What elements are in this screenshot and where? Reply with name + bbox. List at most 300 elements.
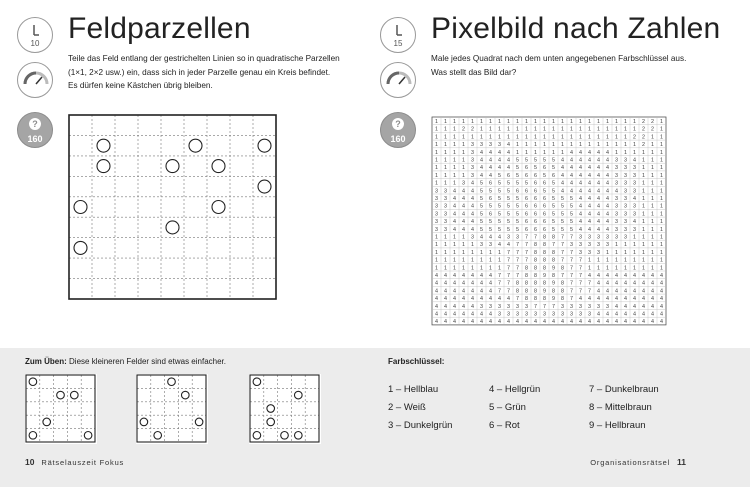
pixel-number: 1 <box>498 257 501 264</box>
pixel-number: 4 <box>597 203 600 210</box>
key-item: 4 – Hellgrün <box>489 384 541 395</box>
pixel-number: 3 <box>444 203 447 210</box>
pixel-number: 1 <box>660 226 663 233</box>
pixel-number: 1 <box>642 242 645 249</box>
pixel-number: 8 <box>561 288 564 295</box>
pixel-number: 4 <box>633 311 636 318</box>
pixel-number: 3 <box>435 188 438 195</box>
pixel-number: 1 <box>498 265 501 272</box>
pixel-number: 1 <box>633 249 636 256</box>
pixel-number: 1 <box>534 142 537 149</box>
pixel-number: 5 <box>570 211 573 218</box>
pixel-number: 4 <box>606 188 609 195</box>
pixel-number: 8 <box>516 288 519 295</box>
pixel-number: 6 <box>534 211 537 218</box>
pixel-number: 3 <box>615 180 618 187</box>
pixel-number: 6 <box>534 203 537 210</box>
pixel-number: 4 <box>462 188 465 195</box>
pixel-number: 1 <box>606 142 609 149</box>
pixel-number: 3 <box>624 234 627 241</box>
pixel-number: 1 <box>660 149 663 156</box>
pixel-number: 1 <box>489 265 492 272</box>
pixel-number: 3 <box>471 165 474 172</box>
pixel-number: 4 <box>597 219 600 226</box>
pixel-number: 3 <box>471 234 474 241</box>
pixel-number: 4 <box>453 280 456 287</box>
pixel-number: 1 <box>498 249 501 256</box>
pixel-number: 3 <box>570 242 573 249</box>
pixel-number: 5 <box>534 157 537 164</box>
pixel-number: 3 <box>588 242 591 249</box>
pixel-number: 6 <box>543 203 546 210</box>
pixel-number: 9 <box>552 296 555 303</box>
pixel-number: 8 <box>525 280 528 287</box>
pixel-number: 1 <box>471 249 474 256</box>
pixel-number: 1 <box>651 157 654 164</box>
pixel-number: 6 <box>525 172 528 179</box>
pixel-number: 4 <box>561 319 564 326</box>
pixel-number: 1 <box>480 118 483 125</box>
pixel-number: 3 <box>435 203 438 210</box>
pixel-number: 5 <box>552 219 555 226</box>
points-value: 160 <box>27 134 43 144</box>
key-item: 2 – Weiß <box>388 402 426 413</box>
pixel-number: 1 <box>651 211 654 218</box>
pixel-number: 1 <box>543 118 546 125</box>
pixel-number: 1 <box>462 242 465 249</box>
pixel-number: 4 <box>498 242 501 249</box>
pixel-number: 1 <box>435 180 438 187</box>
pixel-number: 4 <box>651 319 654 326</box>
pixel-number: 4 <box>588 272 591 279</box>
pixel-number: 1 <box>642 249 645 256</box>
pixel-number: 3 <box>624 157 627 164</box>
pixel-number: 4 <box>471 226 474 233</box>
points-value-right: 160 <box>390 134 406 144</box>
pixel-number: 3 <box>615 157 618 164</box>
pixel-number: 3 <box>579 242 582 249</box>
pixel-number: 4 <box>606 157 609 164</box>
pixel-number: 3 <box>507 311 510 318</box>
pixel-number: 1 <box>453 249 456 256</box>
pixel-number: 2 <box>642 134 645 141</box>
pixel-number: 4 <box>642 319 645 326</box>
pixel-number: 1 <box>453 165 456 172</box>
pixel-number: 3 <box>435 226 438 233</box>
pixel-number: 4 <box>588 226 591 233</box>
pixel-number: 5 <box>552 165 555 172</box>
pixel-number: 1 <box>435 134 438 141</box>
pixel-number: 3 <box>624 211 627 218</box>
pixel-number: 3 <box>597 303 600 310</box>
key-item: 9 – Hellbraun <box>589 420 646 431</box>
puzzle-circle <box>57 391 65 399</box>
pixel-number: 5 <box>570 219 573 226</box>
pixel-number: 1 <box>516 126 519 133</box>
pixel-number: 3 <box>633 165 636 172</box>
pixel-number: 4 <box>579 319 582 326</box>
pixel-number: 4 <box>615 188 618 195</box>
points-badge <box>17 112 53 148</box>
pixel-number: 1 <box>651 180 654 187</box>
pixel-number: 7 <box>570 234 573 241</box>
pixel-number: 4 <box>642 303 645 310</box>
pixel-number: 4 <box>615 272 618 279</box>
pixel-number: 8 <box>543 234 546 241</box>
pixel-number: 4 <box>597 288 600 295</box>
pixel-number: 7 <box>579 257 582 264</box>
pixel-number: 1 <box>660 134 663 141</box>
pixel-number: 7 <box>588 288 591 295</box>
time-minutes: 10 <box>30 39 40 48</box>
pixel-number: 6 <box>543 165 546 172</box>
pixel-number: 4 <box>570 149 573 156</box>
pixel-number: 1 <box>660 188 663 195</box>
pixel-number: 5 <box>552 195 555 202</box>
pixel-number: 4 <box>507 296 510 303</box>
pixel-number: 4 <box>453 272 456 279</box>
chapter-title: Organisationsrätsel <box>590 458 671 467</box>
pixel-number: 5 <box>516 195 519 202</box>
pixel-number: 4 <box>471 180 474 187</box>
pixel-number: 7 <box>525 257 528 264</box>
pixel-number: 1 <box>435 149 438 156</box>
pixel-number: 3 <box>606 234 609 241</box>
pixel-number: 1 <box>615 242 618 249</box>
pixel-number: 4 <box>462 211 465 218</box>
pixel-number: 4 <box>597 319 600 326</box>
pixel-number: 1 <box>552 118 555 125</box>
puzzle-circle <box>71 391 79 399</box>
pixel-number: 4 <box>444 280 447 287</box>
pixel-number: 1 <box>579 142 582 149</box>
pixel-number: 4 <box>588 195 591 202</box>
pixel-number: 5 <box>507 195 510 202</box>
pixel-number: 3 <box>633 226 636 233</box>
time-minutes-right: 15 <box>393 39 403 48</box>
pixel-number: 2 <box>642 126 645 133</box>
pixel-number: 5 <box>507 226 510 233</box>
pixel-number: 6 <box>525 203 528 210</box>
pixel-number: 6 <box>543 195 546 202</box>
pixel-number: 4 <box>597 311 600 318</box>
puzzle-circle <box>74 201 87 214</box>
pixel-number: 4 <box>480 234 483 241</box>
pixel-number: 1 <box>453 172 456 179</box>
pixel-number: 3 <box>489 303 492 310</box>
pixel-number: 1 <box>507 118 510 125</box>
pixel-number: 1 <box>462 249 465 256</box>
pixel-number: 1 <box>480 265 483 272</box>
pixel-number: 3 <box>579 311 582 318</box>
pixel-number: 1 <box>633 265 636 272</box>
pixel-number: 4 <box>642 296 645 303</box>
pixel-number: 4 <box>489 272 492 279</box>
pixel-number: 3 <box>624 226 627 233</box>
pixel-number: 1 <box>444 118 447 125</box>
pixel-number: 4 <box>642 288 645 295</box>
pixel-number: 4 <box>435 303 438 310</box>
pixel-number: 3 <box>480 242 483 249</box>
pixel-number: 5 <box>516 226 519 233</box>
pixel-number: 4 <box>462 203 465 210</box>
pixel-number: 1 <box>435 265 438 272</box>
pixel-number: 4 <box>615 296 618 303</box>
pixel-number: 1 <box>462 118 465 125</box>
pixel-number: 4 <box>597 149 600 156</box>
pixel-number: 1 <box>660 118 663 125</box>
pixel-number: 1 <box>543 134 546 141</box>
pixel-number: 4 <box>462 288 465 295</box>
pixel-number: 4 <box>516 319 519 326</box>
pixel-number: 3 <box>624 219 627 226</box>
pixel-number: 3 <box>480 303 483 310</box>
pixel-number: 7 <box>543 303 546 310</box>
pixel-number: 4 <box>624 272 627 279</box>
puzzle-circle <box>97 160 110 173</box>
pixel-number: 5 <box>480 195 483 202</box>
pixel-number: 2 <box>642 118 645 125</box>
page-title-right: Pixelbild nach Zahlen <box>431 12 721 45</box>
pixel-number: 4 <box>588 203 591 210</box>
pixel-number: 7 <box>516 257 519 264</box>
pixel-number: 4 <box>651 280 654 287</box>
pixel-number: 1 <box>615 257 618 264</box>
pixel-number: 6 <box>534 172 537 179</box>
pixel-number: 4 <box>615 319 618 326</box>
pixel-number: 1 <box>642 149 645 156</box>
pixel-number: 4 <box>606 319 609 326</box>
pixel-number: 8 <box>552 272 555 279</box>
pixel-number: 4 <box>606 180 609 187</box>
pixel-number: 1 <box>588 265 591 272</box>
pixel-number: 1 <box>579 118 582 125</box>
pixel-number: 1 <box>453 180 456 187</box>
pixel-number: 1 <box>660 211 663 218</box>
pixel-number: 7 <box>498 288 501 295</box>
pixel-number: 4 <box>606 219 609 226</box>
pixel-number: 8 <box>534 257 537 264</box>
pixel-number: 1 <box>561 134 564 141</box>
pixel-number: 3 <box>516 234 519 241</box>
pixel-number: 2 <box>462 126 465 133</box>
pixel-number: 1 <box>660 203 663 210</box>
pixel-number: 4 <box>480 172 483 179</box>
pixel-number: 6 <box>489 211 492 218</box>
pixel-number: 3 <box>561 311 564 318</box>
pixel-number: 1 <box>471 265 474 272</box>
pixel-number: 4 <box>642 311 645 318</box>
puzzle-circle <box>212 201 225 214</box>
pixel-number: 1 <box>444 142 447 149</box>
pixel-number: 4 <box>471 311 474 318</box>
pixel-number: 9 <box>552 265 555 272</box>
pixel-number: 4 <box>633 195 636 202</box>
pixel-number: 4 <box>489 157 492 164</box>
pixel-number: 1 <box>435 118 438 125</box>
pixel-number: 7 <box>570 249 573 256</box>
pixel-number: 4 <box>507 242 510 249</box>
pixel-number: 1 <box>597 142 600 149</box>
pixel-number: 7 <box>525 242 528 249</box>
pixel-number: 1 <box>444 180 447 187</box>
pixel-number: 1 <box>498 126 501 133</box>
pixel-number: 5 <box>498 180 501 187</box>
pixel-number: 6 <box>534 226 537 233</box>
pixel-number: 4 <box>588 219 591 226</box>
difficulty-badge-right <box>380 62 416 98</box>
pixel-number: 4 <box>444 319 447 326</box>
pixel-number: 1 <box>570 142 573 149</box>
pixel-number: 1 <box>633 242 636 249</box>
pixel-number: 3 <box>444 188 447 195</box>
pixel-number: 5 <box>561 203 564 210</box>
pixel-number: 5 <box>480 219 483 226</box>
pixel-number: 4 <box>615 311 618 318</box>
pixel-number: 3 <box>525 311 528 318</box>
pixel-number: 7 <box>507 280 510 287</box>
pixel-number: 1 <box>651 265 654 272</box>
pixel-number: 3 <box>633 188 636 195</box>
pixel-number: 5 <box>543 172 546 179</box>
pixel-number: 5 <box>507 203 510 210</box>
pixel-number: 4 <box>615 303 618 310</box>
pixel-number: 1 <box>624 149 627 156</box>
pixel-number: 4 <box>507 319 510 326</box>
key-item: 3 – Dunkelgrün <box>388 420 453 431</box>
pixel-number: 1 <box>606 257 609 264</box>
pixel-number: 1 <box>588 257 591 264</box>
puzzle-circle <box>168 378 176 386</box>
pixel-number: 5 <box>498 188 501 195</box>
pixel-number: 1 <box>570 134 573 141</box>
pixel-number: 5 <box>516 165 519 172</box>
pixel-number: 1 <box>516 118 519 125</box>
pixel-number: 4 <box>579 149 582 156</box>
pixel-number: 6 <box>525 211 528 218</box>
pixel-number: 1 <box>642 211 645 218</box>
pixel-number: 7 <box>552 303 555 310</box>
pixel-number: 1 <box>444 157 447 164</box>
pixel-number: 4 <box>462 195 465 202</box>
pixel-number: 1 <box>543 142 546 149</box>
pixel-number: 7 <box>525 234 528 241</box>
pixel-number: 4 <box>570 165 573 172</box>
pixel-number: 6 <box>525 219 528 226</box>
pixel-number: 4 <box>489 149 492 156</box>
pixel-number: 7 <box>570 280 573 287</box>
pixel-number: 4 <box>462 296 465 303</box>
pixel-number: 1 <box>606 134 609 141</box>
pixel-number: 8 <box>561 280 564 287</box>
pixel-number: 4 <box>606 172 609 179</box>
pixel-number: 4 <box>561 188 564 195</box>
puzzle-circle <box>253 378 261 386</box>
pixel-number: 5 <box>489 188 492 195</box>
pixel-number: 4 <box>489 288 492 295</box>
pixel-number: 1 <box>642 257 645 264</box>
pixel-number: 1 <box>435 257 438 264</box>
book-title: Rätselauszeit Fokus <box>41 458 125 467</box>
pixel-number: 1 <box>552 134 555 141</box>
pixel-number: 3 <box>444 211 447 218</box>
pixel-number: 7 <box>561 242 564 249</box>
pixel-number: 1 <box>462 142 465 149</box>
gauge-icon <box>381 63 417 99</box>
pixel-number: 4 <box>471 280 474 287</box>
pixel-number: 4 <box>588 172 591 179</box>
pixel-number: 1 <box>444 242 447 249</box>
pixel-number: 1 <box>651 234 654 241</box>
pixel-number: 3 <box>633 180 636 187</box>
pixel-number: 4 <box>480 311 483 318</box>
pixel-number: 7 <box>516 272 519 279</box>
pixel-number: 6 <box>507 172 510 179</box>
pixel-number: 4 <box>489 296 492 303</box>
pixel-number: 5 <box>561 195 564 202</box>
pixel-number: 1 <box>444 257 447 264</box>
key-item: 7 – Dunkelbraun <box>589 384 659 395</box>
pixel-number: 3 <box>444 219 447 226</box>
pixel-number: 4 <box>453 203 456 210</box>
pixel-number: 1 <box>489 118 492 125</box>
pixel-number: 4 <box>480 272 483 279</box>
pixel-number: 4 <box>660 311 663 318</box>
pixel-number: 7 <box>525 249 528 256</box>
pixel-number: 1 <box>660 257 663 264</box>
pixel-number: 3 <box>480 142 483 149</box>
pixel-number: 5 <box>561 211 564 218</box>
pixel-number: 4 <box>588 319 591 326</box>
pixel-number: 8 <box>525 296 528 303</box>
pixel-number: 4 <box>462 226 465 233</box>
pixel-number: 4 <box>579 203 582 210</box>
pixel-number: 1 <box>615 249 618 256</box>
pixel-number: 1 <box>462 265 465 272</box>
pixel-number: 1 <box>561 142 564 149</box>
pixel-number: 1 <box>462 134 465 141</box>
pixel-number: 5 <box>507 180 510 187</box>
pixel-number: 4 <box>480 296 483 303</box>
pixel-number: 8 <box>534 296 537 303</box>
puzzle-circle <box>267 405 275 413</box>
pixel-number: 5 <box>552 226 555 233</box>
pixel-number: 1 <box>651 172 654 179</box>
pixel-number: 4 <box>561 157 564 164</box>
pixel-number: 1 <box>570 126 573 133</box>
pixel-number: 5 <box>543 157 546 164</box>
pixel-number: 1 <box>660 165 663 172</box>
puzzle-circle <box>258 180 271 193</box>
pixel-number: 1 <box>660 126 663 133</box>
pixel-number: 4 <box>489 234 492 241</box>
instructions: Teile das Feld entlang der gestrichelten Linien so in quadratische Parzellen (1×1, 2×2 usw.) ein, dass sich in jeder Parzelle genau ein Kreis befindet. Es dürfen keine Kästchen übrig bleiben. <box>68 54 340 90</box>
pixel-number: 4 <box>489 165 492 172</box>
pixel-number: 4 <box>660 280 663 287</box>
pixel-number: 1 <box>660 234 663 241</box>
pixel-number: 1 <box>597 118 600 125</box>
puzzle-circle <box>29 378 37 386</box>
pixel-number: 1 <box>660 242 663 249</box>
pixel-number: 1 <box>435 242 438 249</box>
pixel-number: 6 <box>543 180 546 187</box>
pixel-number: 4 <box>633 272 636 279</box>
pixel-number: 1 <box>489 257 492 264</box>
pixel-number: 4 <box>579 226 582 233</box>
pixel-number: 4 <box>570 319 573 326</box>
pixel-number: 4 <box>498 149 501 156</box>
pixel-number: 1 <box>597 134 600 141</box>
